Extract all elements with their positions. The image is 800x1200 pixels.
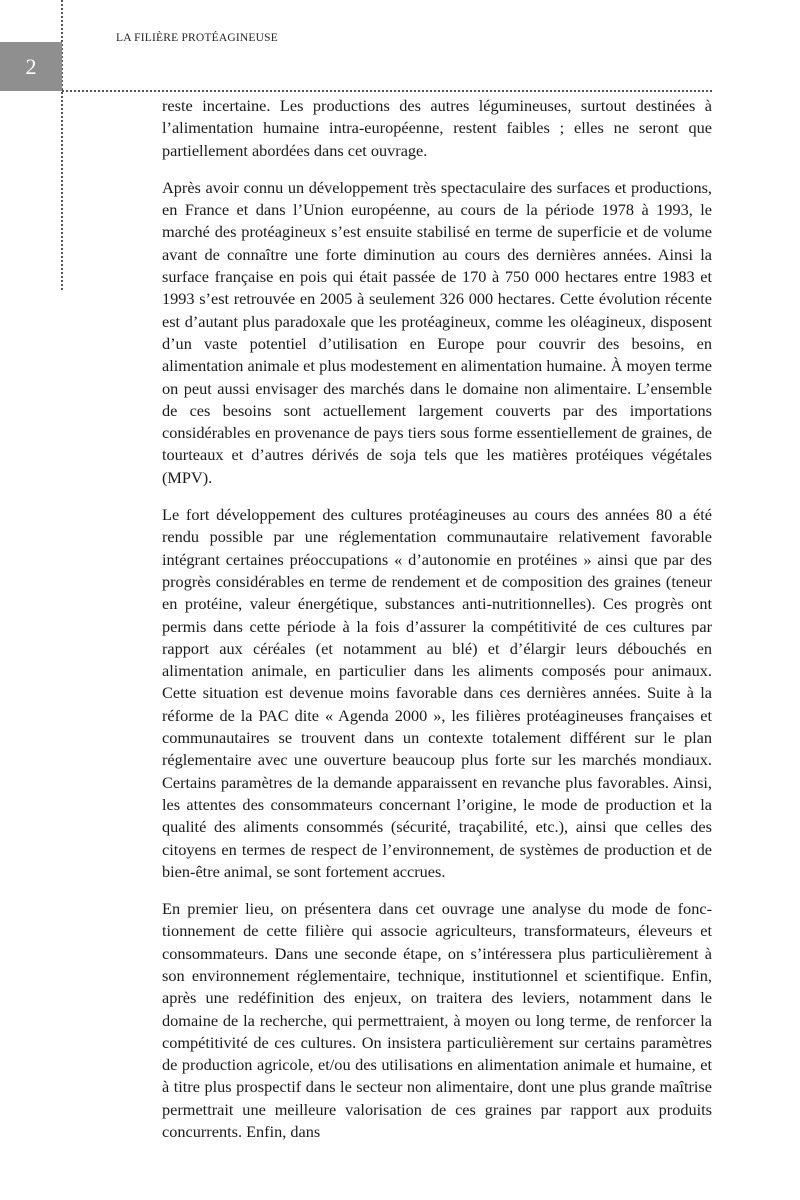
horizontal-dotted-rule: [62, 90, 712, 92]
paragraph-1: reste incertaine. Les productions des autres légumineuses, surtout destinées à l’alimentation humaine intra-européenne, restent faibles ; elles ne seront que partiellement abordées dans cet ouvrage.: [162, 96, 712, 160]
page-number: 2: [0, 42, 62, 91]
paragraph-4: En premier lieu, on présentera dans cet ouvrage une analyse du mode de fonctionnement de cette filière qui associe agriculteurs, transformateurs, éleveurs et consommateurs. Dans une seconde étape, on s’intéressera plus particulièrement à son environnement réglementaire, technique, institutionnel et scientifique. Enfin, après une redéfinition des enjeux, on traitera des leviers, notamment dans le domaine de la recherche, qui permettraient, à moyen ou long terme, de renforcer la compétitivité de ces cultures. On insistera particulièrement sur certains paramètres de production agricole, et/ou des utilisations en alimentation animale et humaine, et à titre plus prospectif dans le secteur non alimentaire, dont une plus grande maîtrise permettrait une meilleure valorisation de ces graines par rapport aux produits concurrents. Enfin, dans: [162, 899, 712, 1142]
paragraph-2: Après avoir connu un développement très spectaculaire des surfaces et productions, en France et dans l’Union européenne, au cours de la période 1978 à 1993, le marché des protéagineux s’est ensuite stabilisé en terme de superficie et de volume avant de connaître une forte diminution au cours des dernières années. Ainsi la surface française en pois qui était passée de 170 à 750 000 hectares entre 1983 et 1993 s’est retrouvée en 2005 à seulement 326 000 hectares. Cette évolution récente est d’autant plus paradoxale que les protéagineux, comme les oléagineux, disposent d’un vaste potentiel d’utilisation en Europe pour couvrir des besoins, en alimentation animale et plus modestement en alimentation humaine. À moyen terme on peut aussi envisager des marchés dans le domaine non alimentaire. L’ensemble de ces besoins sont actuellement largement couverts par des importations considérables en provenance de pays tiers sous forme essentiellement de graines, de tourteaux et d’autres dérivés de soja tels que les matières protéiques végétales (MPV).: [162, 177, 712, 487]
paragraph-3: Le fort développement des cultures protéagineuses au cours des années 80 a été rendu possible par une réglementation communautaire relativement favorable intégrant certaines préoccupations « d’autonomie en protéines » ainsi que par des progrès considérables en terme de rendement et de composition des graines (teneur en protéine, valeur énergétique, substances anti-nutritionnelles). Ces progrès ont permis dans cette période à la fois d’assurer la compétitivité de ces cultures par rapport aux céréales (et notamment au blé) et d’élargir leurs débouchés en alimentation animale, en particulier dans les aliments composés pour animaux. Cette situation est devenue moins favorable dans ces dernières années. Suite à la réforme de la PAC dite « Agenda 2000 », les filières protéagineuses françaises et communautaires se trouvent dans un contexte totalement différent sur le plan réglementaire avec une ouverture beaucoup plus forte sur les marchés mondiaux. Certains paramètres de la demande apparaissent en revanche plus favorables. Ainsi, les attentes des consommateurs concernant l’origine, le mode de production et la qualité des aliments consommés (sécurité, traçabilité, etc.), ainsi que celles des citoyens en termes de respect de l’environnement, de systèmes de production et de bien-être animal, se sont fortement accrues.: [162, 505, 712, 881]
body-text: [162, 95, 712, 1158]
running-title: LA FILIÈRE PROTÉAGINEUSE: [116, 32, 278, 44]
